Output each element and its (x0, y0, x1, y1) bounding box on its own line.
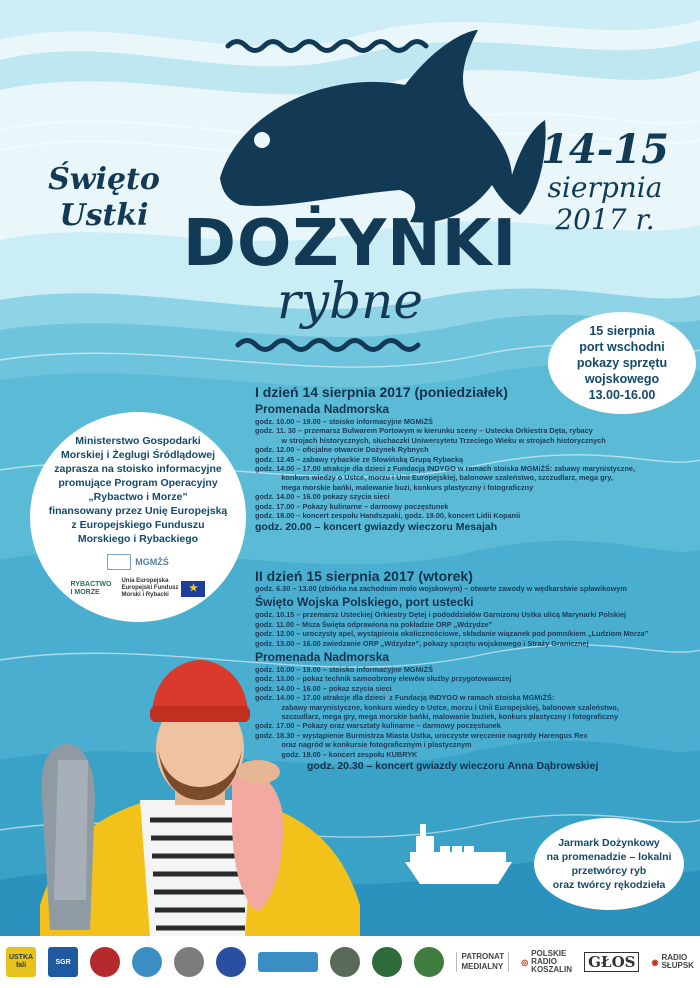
mgm-logo-icon (107, 554, 131, 570)
program-day-1 (255, 384, 695, 534)
sponsor-logos-bar (0, 936, 700, 988)
day1-heading: I dzień 14 sierpnia 2017 (poniedziałek) (255, 384, 508, 400)
rybactwo-logo: RYBACTWO I MORZE (70, 580, 112, 596)
day1-headliner: godz. 20.00 – koncert gwiazdy wieczoru Mesajah (255, 521, 498, 534)
crest-logo-5 (330, 947, 360, 977)
event-line: godz. 11. 30 – przemarsz Bulwarem Portowym w kierunku sceny – Ustecka Orkiestra Dęta, rybacy w strojach historycznych, słuchaczki Uniwersytetu Trzeciego Wieku w strojach historycznych (255, 426, 606, 445)
mgm-logo: MGMŻŚ (107, 554, 169, 570)
event-line: godz. 11.00 – Msza Święta odprawiona na pokładzie ORP „Wdzydze” (255, 619, 493, 629)
crest-logo-1 (90, 947, 120, 977)
event-line: godz. 13.00 – 16.00 zwiedzanie ORP „Wdzydze”, pokazy sprzętu wojskowego i Straży Granicznej (255, 638, 589, 648)
event-line: godz. 10.00 – 19.00 – stoisko informacyjne MGMiŻŚ (255, 417, 434, 426)
title-main: DOŻYNKI (182, 207, 518, 281)
event-dates: 14-15 (541, 126, 669, 173)
event-line: godz. 17.00 – Pokazy kulinarne – darmowy poczęstunek (255, 501, 449, 511)
market-bubble: Jarmark Dożynkowy na promenadzie – lokalni przetwórcy ryb oraz twórcy rękodzieła (534, 818, 684, 910)
event-line: godz. 18.00 – koncert zespołu Handszpaki, godz. 19.00, koncert Lidii Kopanii (255, 511, 521, 521)
event-line: godz. 6.30 – 13.00 (zbiórka na zachodnim molo wojskowym) – otwarte zawody w wędkarstwie spławikowym (255, 584, 627, 593)
day2-section-2: Promenada Nadmorska (255, 650, 390, 665)
radio-icon: ◉ (651, 957, 659, 967)
event-line: godz. 17.00 – Pokazy oraz warsztaty kulinarne – darmowy poczęstunek (255, 721, 501, 731)
event-line: godz. 12.00 – uroczysty apel, wystąpienia okolicznościowe, składanie wiązanek pod pomnikiem „Ludziom Morza” (255, 629, 649, 639)
eu-flag-icon: ★ (181, 581, 205, 597)
event-line: godz. 13.00 – pokaz technik samoobrony elewów służby przygotowawczej (255, 674, 512, 684)
glos-logo: GŁOS (584, 952, 639, 972)
event-line: godz. 14.00 – 16.00 pokazy szycia sieci (255, 492, 390, 502)
port-show-bubble: 15 sierpnia port wschodni pokazy sprzętu wojskowego 13.00-16.00 (548, 312, 696, 414)
day2-section-1: Święto Wojska Polskiego, port ustecki (255, 595, 474, 610)
event-line: godz. 14.00 – 16.00 – pokaz szycia sieci (255, 683, 392, 693)
media-patronage-label: PATRONAT MEDIALNY (456, 952, 509, 972)
sgr-logo: SGR (48, 947, 78, 977)
day2-heading: II dzień 15 sierpnia 2017 (wtorek) (255, 568, 473, 584)
crest-logo-7 (414, 947, 444, 977)
crest-logo-4 (216, 947, 246, 977)
crest-logo-3 (174, 947, 204, 977)
crest-logo-6 (372, 947, 402, 977)
festival-name: Święto Ustki (48, 162, 160, 233)
radio-slupsk-logo: ◉ RADIO SŁUPSK (651, 953, 694, 970)
title-sub: rybne (277, 272, 423, 330)
event-line: godz. 12.45 – zabawy rybackie ze Słowińską Grupą Rybacką (255, 454, 464, 464)
day2-headliner: godz. 20.30 – koncert gwiazdy wieczoru Anna Dąbrowskiej (307, 760, 599, 773)
event-line: godz. 10.00 – 19.00 – stoisko informacyjne MGMiŻŚ (255, 665, 434, 675)
event-line: godz. 10.15 – przemarsz Usteckiej Orkiestry Dętej i pododdziałów Garnizonu Ustka ulicą Marynarki Polskiej (255, 610, 627, 620)
ministry-bubble: Ministerstwo Gospodarki Morskiej i Żeglugi Śródlądowej zaprasza na stoisko informacyjne promujące Program Operacyjny „Rybactwo i Morze” finansowany przez Unię Europejską z Europejskiego Funduszu Morskiego i Rybackiego MGMŻŚ RYBACTWO I MORZE Unia Europejska Europejski Fundusz Morski i Rybacki ★ (30, 412, 246, 622)
partner-logos (71, 578, 206, 599)
event-line: godz. 18.30 – wystąpienie Burmistrza Miasta Ustka, uroczyste wręczenie nagrody Harengus Rex oraz nagród w konkursie fotograficznym i plastycznym godz. 19.00 – koncert zespołu KUBRYK (255, 730, 588, 759)
event-line: godz. 14.00 – 17.00 atrakcje dla dzieci z Fundacją INDYGO w ramach stoiska MGMiŻŚ: zabawy marynistyczne, konkurs wiedzy o Ustce, morzu i Unii Europejskiej, balonowe szaleństwo, szczudlarz, mega gry, mega morskie bańki, malowanie buziek, konkurs plastyczny i fotograficzny (255, 693, 619, 722)
crest-logo-2 (132, 947, 162, 977)
day1-section: Promenada Nadmorska (255, 402, 390, 416)
radio-koszalin-logo: ◎ POLSKIE RADIO KOSZALIN (521, 949, 573, 974)
ustka-logo: USTKA fali (6, 947, 36, 977)
radio-wave-icon: ◎ (521, 957, 529, 967)
event-line: godz. 12.00 – oficjalne otwarcie Dożynek Rybnych (255, 445, 429, 455)
event-month-year: sierpnia 2017 r. (547, 171, 663, 236)
program-day-2 (255, 568, 695, 773)
eu-logo: Unia Europejska Europejski Fundusz Morski i Rybacki ★ (121, 578, 205, 599)
wave-logo (258, 952, 318, 972)
event-line: godz. 14.00 – 17.00 atrakcje dla dzieci z Fundacją INDYGO w ramach stoiska MGMiŻŚ: zabawy marynistyczne, konkurs wiedzy o Ustce, morzu i Unii Europejskiej, balonowe szaleństwo, szczudlarz, mega gry, mega morskie bańki, malowanie buzi, konkurs plastyczny i fotograficzny (255, 464, 635, 492)
